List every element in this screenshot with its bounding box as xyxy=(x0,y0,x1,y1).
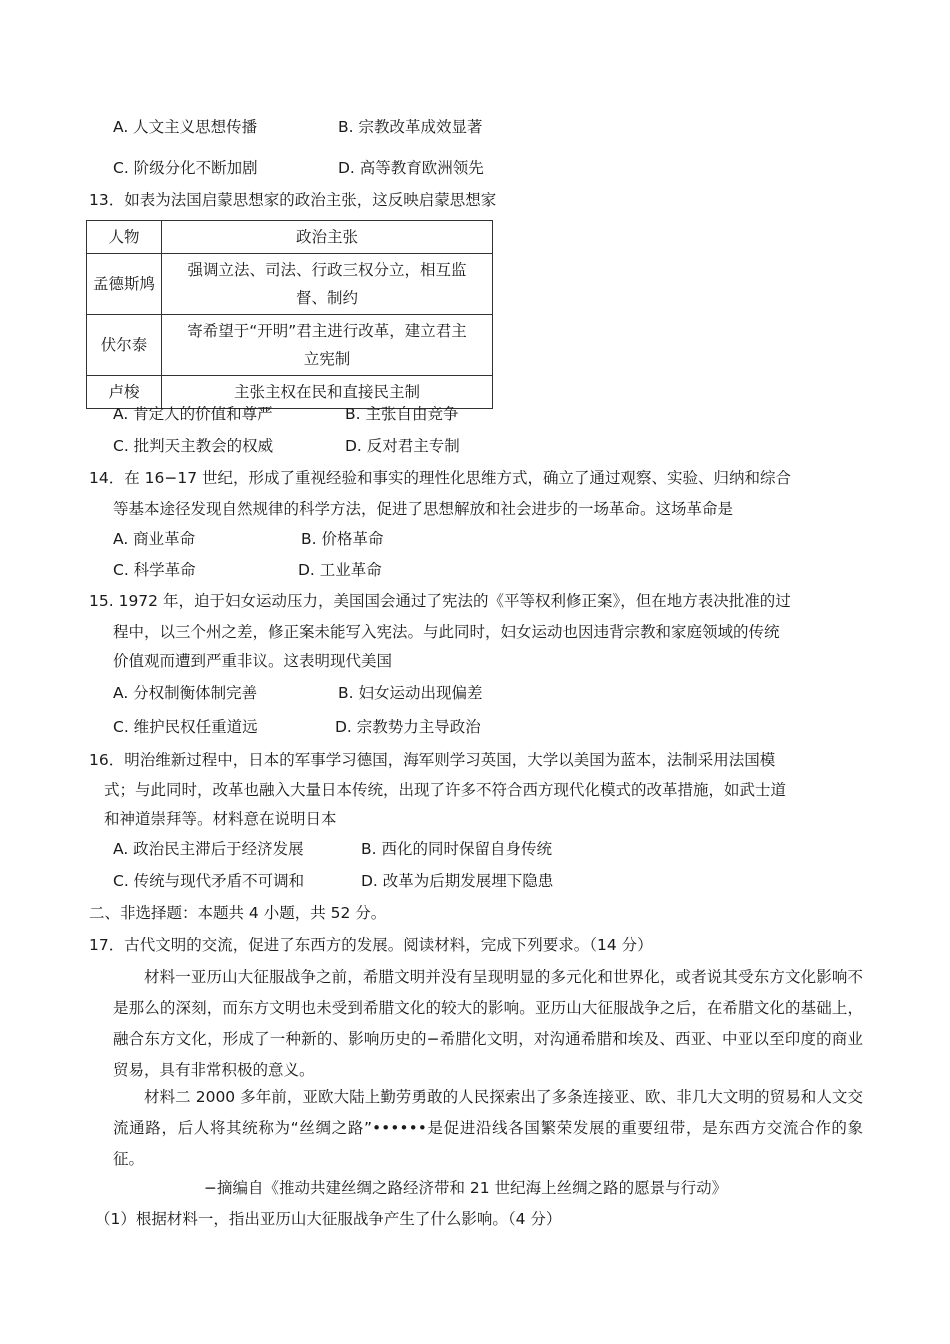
q15-stem-line: 15. 1972 年，迫于妇女运动压力，美国国会通过了宪法的《平等权利修正案》，但在地方表决批准的过 xyxy=(89,592,791,610)
table-header-claim: 政治主张 xyxy=(162,221,493,254)
q14-option-b: B. 价格革命 xyxy=(301,530,384,548)
q14-stem-line: 14．在 16−17 世纪，形成了重视经验和事实的理性化思维方式，确立了通过观察、实验、归纳和综合 xyxy=(89,469,792,487)
q16-stem-line: 和神道崇拜等。材料意在说明日本 xyxy=(104,810,337,828)
table-cell-claim: 主张主权在民和直接民主制 xyxy=(162,376,493,409)
q16-option-a: A. 政治民主滞后于经济发展 xyxy=(113,840,304,858)
q12-option-a: A. 人文主义思想传播 xyxy=(113,118,258,136)
q13-option-d: D. 反对君主专制 xyxy=(345,437,460,455)
q16-option-c: C. 传统与现代矛盾不可调和 xyxy=(113,872,305,890)
q17-stem: 17．古代文明的交流，促进了东西方的发展。阅读材料，完成下列要求。（14 分） xyxy=(89,936,653,954)
q15-option-c: C. 维护民权任重道远 xyxy=(113,718,258,736)
q13-option-c: C. 批判天主教会的权威 xyxy=(113,437,274,455)
q16-stem-line: 16．明治维新过程中，日本的军事学习德国，海军则学习英国，大学以美国为蓝本，法制采用法国模 xyxy=(89,751,776,769)
table-cell-claim xyxy=(162,254,493,315)
table-cell-claim xyxy=(162,315,493,376)
table-header-person: 人物 xyxy=(87,221,162,254)
table-cell-person: 卢梭 xyxy=(87,376,162,409)
q16-stem-line: 式；与此同时，改革也融入大量日本传统，出现了许多不符合西方现代化模式的改革措施，如武士道 xyxy=(104,781,787,799)
q15-option-b: B. 妇女运动出现偏差 xyxy=(338,684,483,702)
q17-subquestion-1: （1）根据材料一，指出亚历山大征服战争产生了什么影响。（4 分） xyxy=(95,1210,562,1228)
section-heading: 二、非选择题：本题共 4 小题，共 52 分。 xyxy=(89,904,387,922)
table-cell-person: 孟德斯鸠 xyxy=(87,254,162,315)
q15-option-d: D. 宗教势力主导政治 xyxy=(335,718,481,736)
q17-material-1: 材料一亚历山大征服战争之前，希腊文明并没有呈现明显的多元化和世界化，或者说其受东方文化影响不是那么的深刻，而东方文明也未受到希腊文化的较大的影响。亚历山大征服战争之后，在希腊文化的基础上，融合东方文化，形成了一种新的、影响历史的−希腊化文明，对沟通希腊和埃及、西亚、中亚以至印度的商业贸易，具有非常积极的意义。 xyxy=(113,968,863,1079)
q15-option-a: A. 分权制衡体制完善 xyxy=(113,684,258,702)
q14-option-c: C. 科学革命 xyxy=(113,561,196,579)
q16-option-b: B. 西化的同时保留自身传统 xyxy=(361,840,552,858)
table-cell-line: 立宪制 xyxy=(303,350,351,368)
q15-stem-line: 价值观而遭到严重非议。这表明现代美国 xyxy=(113,652,393,670)
q15-stem-line: 程中，以三个州之差，修正案未能写入宪法。与此同时，妇女运动也因违背宗教和家庭领域的传统 xyxy=(113,623,780,641)
q17-source: −摘编自《推动共建丝绸之路经济带和 21 世纪海上丝绸之路的愿景与行动》 xyxy=(204,1179,728,1197)
table-cell-line: 寄希望于“开明”君主进行改革，建立君主 xyxy=(187,322,467,340)
q13-option-a: A. 肯定人的价值和尊严 xyxy=(113,405,273,423)
table-cell-line: 督、制约 xyxy=(295,289,358,307)
q14-option-d: D. 工业革命 xyxy=(298,561,382,579)
q17-material-2: 材料二 2000 多年前，亚欧大陆上勤劳勇敢的人民探索出了多条连接亚、欧、非几大文明的贸易和人文交流通路，后人将其统称为“丝绸之路”••••••是促进沿线各国繁荣发展的重要纽带，是东西方交流合作的象征。 xyxy=(113,1088,863,1168)
q14-option-a: A. 商业革命 xyxy=(113,530,196,548)
table-cell-person: 伏尔泰 xyxy=(87,315,162,376)
q12-option-d: D. 高等教育欧洲领先 xyxy=(338,159,484,177)
q16-option-d: D. 改革为后期发展埋下隐患 xyxy=(361,872,554,890)
q13-table xyxy=(86,220,493,409)
q13-option-b: B. 主张自由竞争 xyxy=(345,405,459,423)
q12-option-b: B. 宗教改革成效显著 xyxy=(338,118,483,136)
table-cell-line: 强调立法、司法、行政三权分立，相互监 xyxy=(187,261,467,279)
q14-stem-line: 等基本途径发现自然规律的科学方法，促进了思想解放和社会进步的一场革命。这场革命是 xyxy=(113,500,734,518)
q13-stem: 13．如表为法国启蒙思想家的政治主张，这反映启蒙思想家 xyxy=(89,191,497,209)
q12-option-c: C. 阶级分化不断加剧 xyxy=(113,159,258,177)
